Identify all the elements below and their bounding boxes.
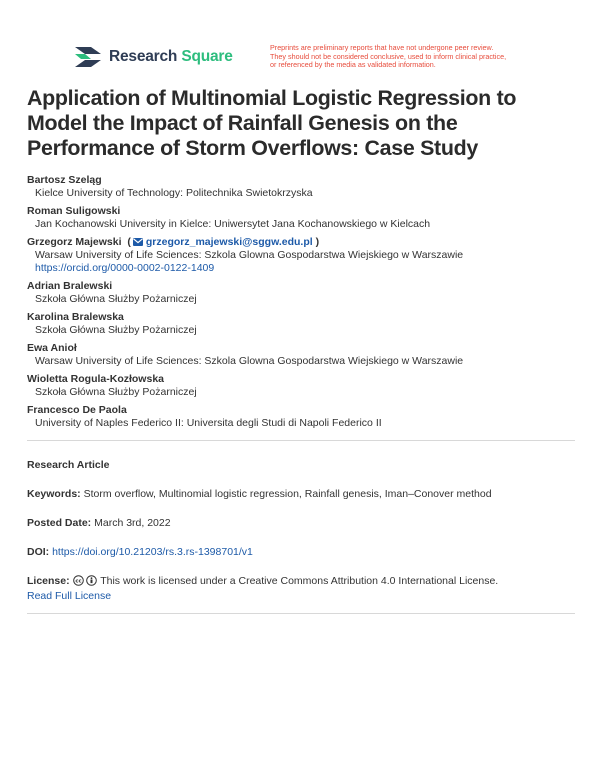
author-entry: [27, 342, 575, 368]
section-divider: [27, 613, 575, 614]
attribution-icon: [86, 575, 97, 586]
license-text: This work is licensed under a Creative Commons Attribution 4.0 International License.: [100, 575, 499, 587]
keywords-label: Keywords:: [27, 488, 81, 500]
page-header: [74, 44, 534, 78]
brand-primary: Research: [109, 48, 178, 65]
keywords-row: [27, 488, 575, 501]
research-square-logo-icon: [74, 46, 102, 68]
research-square-logo[interactable]: [74, 46, 233, 68]
author-affiliation: Kielce University of Technology: Politechnika Swietokrzyska: [35, 187, 313, 199]
notice-line: Preprints are preliminary reports that have not undergone peer review.: [270, 43, 494, 52]
brand-name: [109, 48, 233, 66]
posted-date-row: [27, 517, 575, 530]
preprint-notice: [270, 44, 540, 70]
article-type-label: Research Article: [27, 459, 110, 471]
posted-date-value: March 3rd, 2022: [94, 517, 171, 529]
author-entry: [27, 280, 575, 306]
paper-title: Application of Multinomial Logistic Regression to Model the Impact of Rainfall Genesis on the Performance of Storm Overflows: Case Study: [27, 86, 517, 160]
brand-accent: Square: [181, 48, 233, 65]
author-name: Grzegorz Majewski: [27, 236, 122, 248]
article-type: [27, 459, 575, 472]
doi-row: [27, 546, 575, 559]
read-full-license-link[interactable]: Read Full License: [27, 590, 112, 602]
author-affiliation: Szkoła Główna Służby Pożarniczej: [35, 324, 197, 336]
author-entry: [27, 174, 575, 200]
doi-link[interactable]: https://doi.org/10.21203/rs.3.rs-1398701/v1: [52, 546, 253, 558]
posted-date-label: Posted Date:: [27, 517, 92, 529]
notice-line: or referenced by the media as validated information.: [270, 60, 436, 69]
author-affiliation: University of Naples Federico II: Universita degli Studi di Napoli Federico II: [35, 417, 382, 429]
author-entry: [27, 404, 575, 430]
author-name: Bartosz Szeląg: [27, 174, 102, 186]
envelope-icon: [133, 238, 143, 246]
notice-line: They should not be considered conclusive, used to inform clinical practice,: [270, 51, 507, 61]
author-affiliation: Jan Kochanowski University in Kielce: Uniwersytet Jana Kochanowskiego w Kielcach: [35, 218, 431, 230]
author-name: Karolina Bralewska: [27, 311, 124, 323]
author-affiliation: Szkoła Główna Służby Pożarniczej: [35, 386, 197, 398]
author-name: Roman Suligowski: [27, 205, 121, 217]
author-entry: [27, 373, 575, 399]
author-entry: [27, 311, 575, 337]
author-orcid-link[interactable]: https://orcid.org/0000-0002-0122-1409: [35, 262, 215, 274]
author-email-link[interactable]: grzegorz_majewski@sggw.edu.pl: [145, 236, 313, 248]
email-close-paren: ): [312, 236, 320, 248]
author-affiliation: Szkoła Główna Służby Pożarniczej: [35, 293, 197, 305]
section-divider: [27, 440, 575, 441]
email-open-paren: (: [124, 236, 131, 248]
svg-text:cc: cc: [74, 578, 82, 585]
doi-label: DOI:: [27, 546, 50, 558]
author-name: Ewa Anioł: [27, 342, 77, 354]
author-affiliation: Warsaw University of Life Sciences: Szkola Glowna Gospodarstwa Wiejskiego w Warszawie: [35, 355, 464, 367]
paper-cover: [27, 86, 575, 614]
author-name: Adrian Bralewski: [27, 280, 113, 292]
keywords-value: Storm overflow, Multinomial logistic regression, Rainfall genesis, Iman–Conover method: [83, 488, 492, 500]
creative-commons-icon: [73, 575, 84, 586]
author-entry: [27, 236, 575, 275]
license-row: [27, 575, 575, 603]
author-entry: [27, 205, 575, 231]
author-name-row: [27, 236, 575, 249]
author-affiliation: Warsaw University of Life Sciences: Szkola Glowna Gospodarstwa Wiejskiego w Warszawie: [35, 249, 464, 261]
license-label: License:: [27, 575, 70, 587]
author-list: [27, 174, 575, 430]
author-name: Wioletta Rogula-Kozłowska: [27, 373, 164, 385]
author-name: Francesco De Paola: [27, 404, 127, 416]
